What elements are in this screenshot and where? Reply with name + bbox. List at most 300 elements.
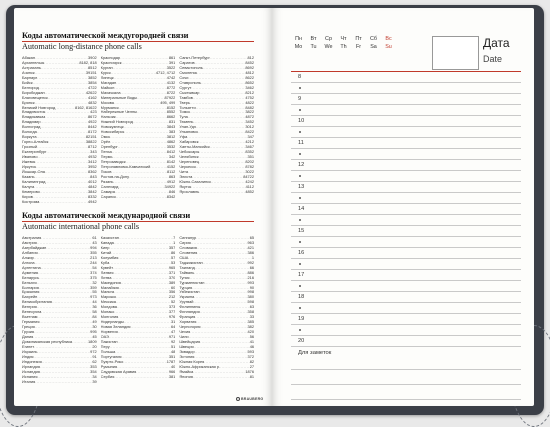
code-row-place: Мексика <box>100 299 116 305</box>
code-row-place: Тула <box>179 114 188 120</box>
code-row-place: Нидерланды <box>100 319 124 325</box>
hour-line[interactable] <box>291 138 521 149</box>
code-row-value: 52 <box>171 299 176 305</box>
code-row-place: Хабаровск <box>179 139 199 145</box>
code-row-place: Улан-Удэ <box>179 124 196 130</box>
hour-line[interactable] <box>291 193 521 204</box>
international-col <box>101 236 176 385</box>
code-row-place: Новосибирск <box>100 129 125 135</box>
code-row-value: 831 <box>168 119 176 125</box>
code-row-value: 351 <box>168 353 176 359</box>
hour-line[interactable] <box>291 226 521 237</box>
hour-line[interactable] <box>291 94 521 105</box>
code-row-value: 3822 <box>245 109 255 115</box>
code-row-place: Норвегия <box>100 329 118 335</box>
code-row-place: Москва <box>100 99 114 105</box>
note-line[interactable] <box>291 384 521 385</box>
code-row-value: 375 <box>90 274 97 280</box>
code-row-value: 1809 <box>88 339 97 345</box>
code-row-value: 61 <box>92 236 97 240</box>
code-row-value: 27 <box>249 363 255 369</box>
weekday-we[interactable]: Ср We <box>324 36 333 50</box>
code-row-value: 383 <box>168 129 176 135</box>
code-row-place: Череповец <box>179 159 200 165</box>
hour-line[interactable] <box>291 281 521 292</box>
hour-line[interactable] <box>291 160 521 171</box>
code-row-value: 84 <box>92 314 97 320</box>
code-row-value: 8212 <box>245 89 255 95</box>
code-row-place: Курган <box>100 64 113 70</box>
hour-line[interactable] <box>291 116 521 127</box>
hour-line[interactable] <box>291 204 521 215</box>
date-label-ru: Дата <box>483 36 510 50</box>
code-row-place: Словакия <box>179 244 197 250</box>
code-row-value: 8662 <box>166 114 176 120</box>
international-title-en: Automatic international phone calls <box>22 222 140 231</box>
code-row-place: Македония <box>100 279 121 285</box>
code-row-value: 62 <box>92 358 97 364</box>
code-row-leader <box>199 190 245 195</box>
code-row-value: 353 <box>90 363 97 369</box>
code-row <box>101 375 176 380</box>
code-row-place: Петропавловск-Камчатский <box>100 163 151 169</box>
half-hour-dot <box>299 175 301 177</box>
code-row-place: Греция <box>22 324 35 330</box>
hour-line[interactable] <box>291 248 521 259</box>
code-row-value: 8782 <box>245 163 255 169</box>
code-row-value: 420 <box>247 329 255 335</box>
code-row-value: 20 <box>92 343 97 349</box>
code-row-value: 3452 <box>245 119 255 125</box>
code-row-value: 861 <box>168 56 176 60</box>
half-hour-dot <box>299 241 301 243</box>
code-row-value: 8202 <box>245 159 255 165</box>
code-row-value: 356 <box>168 289 176 295</box>
code-row-value: 87922 <box>164 94 176 100</box>
code-row-value: 33 <box>249 314 255 320</box>
hour-label: 16 <box>298 250 305 256</box>
domestic-col <box>101 56 176 205</box>
code-row-value: 244 <box>90 259 97 265</box>
code-row-place: Липецк <box>100 74 114 80</box>
weekday-tu[interactable]: Вт Tu <box>310 36 317 50</box>
code-row-value: 377 <box>168 309 176 315</box>
code-row-place: Румыния <box>100 363 118 369</box>
code-row-value: 43 <box>92 239 97 245</box>
code-row-place: Таджикистан <box>179 259 203 265</box>
code-row-value: 3812 <box>166 134 176 140</box>
code-row-value: 4012 <box>88 178 97 184</box>
weekday-fr[interactable]: Пт Fr <box>355 36 362 50</box>
hour-line[interactable] <box>291 314 521 325</box>
half-hour-dot <box>299 263 301 265</box>
code-row-value: 846 <box>168 188 176 194</box>
hour-label: 10 <box>298 118 305 124</box>
hour-label: 19 <box>298 316 305 322</box>
code-row-value: 4742 <box>166 74 176 80</box>
hour-label: 17 <box>298 272 305 278</box>
code-row-place: Таиланд <box>179 264 195 270</box>
code-row-value: 41 <box>249 339 255 345</box>
code-row-place: Астрахань <box>22 64 41 70</box>
code-row-place: Болгария <box>22 284 39 290</box>
code-row-place: Краснодар <box>100 56 121 60</box>
code-row-place: Курск <box>100 69 111 75</box>
code-row-place: Чита <box>179 168 189 174</box>
code-row-place: Тунис <box>179 274 190 280</box>
hour-label: 15 <box>298 228 305 234</box>
code-row-value: 4212 <box>245 139 255 145</box>
code-row-place: Польша <box>100 348 116 354</box>
code-row-value: 60 <box>171 284 176 290</box>
code-row-place: Пенза <box>100 149 112 155</box>
code-row-place: Архангельск <box>22 59 45 65</box>
hour-line[interactable] <box>291 237 521 248</box>
code-row-value: 843 <box>90 173 97 179</box>
code-row-value: 8162, 81622 <box>75 104 97 110</box>
code-row-value: 4852 <box>245 188 255 194</box>
domestic-title-ru: Коды автоматической междугородней связи <box>22 31 189 40</box>
hour-line[interactable] <box>291 270 521 281</box>
code-row-place: Ангола <box>22 259 35 265</box>
code-row-place: Ирландия <box>22 363 40 369</box>
code-row-value: 3842 <box>88 188 97 194</box>
code-row-place: Челябинск <box>179 154 199 160</box>
code-row-value: 4832 <box>88 99 97 105</box>
code-row-value: 994 <box>90 244 97 250</box>
code-row-value: 423 <box>90 109 97 115</box>
code-row-value: 84722 <box>243 173 255 179</box>
code-row-place: Набережные Челны <box>100 109 137 115</box>
code-row-place: Португалия <box>100 353 122 359</box>
code-row-place: Франция <box>179 314 196 320</box>
code-row-value: 8652 <box>245 79 255 85</box>
code-row-value: 44 <box>92 299 97 305</box>
code-row-value: 8422 <box>245 129 255 135</box>
code-row-value: 4922 <box>88 119 97 125</box>
hour-line[interactable] <box>291 259 521 270</box>
code-row-value: 8482 <box>245 104 255 110</box>
code-row-place: Черкесск <box>179 163 196 169</box>
code-row-value: 8622 <box>245 74 255 80</box>
code-row-value: 82151 <box>85 134 97 140</box>
code-row-value: 34 <box>92 373 97 379</box>
hour-line[interactable] <box>291 303 521 314</box>
code-row-value: 64 <box>171 324 176 330</box>
code-row-value: 966 <box>168 368 176 374</box>
code-row-value: 4912 <box>166 178 176 184</box>
code-row-value: 4932 <box>88 154 97 160</box>
code-row-place: Колумбия <box>100 254 119 260</box>
code-row-value: 55 <box>92 289 97 295</box>
code-row-place: Египет <box>22 343 35 349</box>
code-row-place: Сургут <box>179 84 192 90</box>
code-row-value: 82 <box>249 358 255 364</box>
code-row-value: 47 <box>171 329 176 335</box>
code-row <box>179 190 254 195</box>
code-row-place: Владивосток <box>22 109 46 115</box>
code-row-place: Южная Корея <box>179 358 205 364</box>
code-row-value: 86 <box>171 249 176 255</box>
hour-line[interactable] <box>291 182 521 193</box>
code-row-value: 4862 <box>166 139 176 145</box>
code-row-place: Исландия <box>22 368 40 374</box>
code-row-value: 56 <box>249 334 255 340</box>
hour-label: 8 <box>298 74 302 80</box>
code-row-value: 4162 <box>88 94 97 100</box>
code-row-place: Ямайка <box>179 368 194 374</box>
weekday-mo[interactable]: Пн Mo <box>294 36 303 50</box>
code-row-value: 34922 <box>164 183 176 189</box>
code-row-place: Великобритания <box>22 299 52 305</box>
code-row-value: 382 <box>247 324 255 330</box>
weekday-selector <box>291 36 396 51</box>
code-row-value: 8552 <box>166 109 176 115</box>
code-row-value: 91 <box>92 353 97 359</box>
code-row-place: Марокко <box>100 294 117 300</box>
code-row-place: Швеция <box>179 343 194 349</box>
code-row-place: Словения <box>179 249 198 255</box>
code-row-value: 3532 <box>166 144 176 150</box>
code-row-value: 358 <box>247 309 255 315</box>
code-row-place: Якутск <box>179 183 192 189</box>
code-row-place: Чехия <box>179 329 191 335</box>
code-row-value: 380 <box>247 294 255 300</box>
code-row-leader <box>193 375 250 380</box>
code-row-value: 66 <box>249 264 255 270</box>
code-row-place: Калуга <box>22 183 35 189</box>
code-row-place: Турция <box>179 284 193 290</box>
code-row-value: 3522 <box>166 64 176 70</box>
half-hour-dot <box>299 109 301 111</box>
hour-line[interactable] <box>291 336 521 347</box>
domestic-title-en: Automatic long-distance phone calls <box>22 42 142 51</box>
code-row-value: 38822 <box>85 139 97 145</box>
code-row-value: 4712, 4712 <box>155 69 176 75</box>
half-hour-dot <box>299 285 301 287</box>
hour-line[interactable] <box>291 292 521 303</box>
note-line[interactable] <box>291 369 521 370</box>
hour-line[interactable] <box>291 215 521 226</box>
code-row-value: 4242 <box>245 178 255 184</box>
half-hour-dot <box>299 197 301 199</box>
date-label-en: Date <box>483 54 503 64</box>
code-row-place: Азербайджан <box>22 244 47 250</box>
international-codes-table <box>22 236 254 385</box>
hour-label: 18 <box>298 294 305 300</box>
code-row-place: Чили <box>179 334 189 340</box>
code-row-place: Магадан <box>100 79 117 85</box>
code-row-place: Оренбург <box>100 144 118 150</box>
code-row-value: 4842 <box>88 183 97 189</box>
code-row-place: Орёл <box>100 139 111 145</box>
code-row-place: Пакистан <box>100 339 118 345</box>
code-row-place: Тайвань <box>179 269 195 275</box>
code-row-place: Рязань <box>100 178 114 184</box>
code-row-place: Индонезия <box>22 358 42 364</box>
code-row-place: Махачкала <box>100 89 121 95</box>
hour-line[interactable] <box>291 325 521 336</box>
code-row-place: Сыктывкар <box>179 89 200 95</box>
code-row-value: 347 <box>247 134 255 140</box>
code-row-value: 90 <box>249 284 255 290</box>
code-row-value: 51 <box>171 343 176 349</box>
code-row-value: 389 <box>168 279 176 285</box>
code-row-value: 4942 <box>88 198 97 204</box>
date-box[interactable] <box>432 36 479 70</box>
code-row-place: Монако <box>100 309 115 315</box>
brand-mark-icon <box>236 397 240 401</box>
code-row-place: Владикавказ <box>22 114 46 120</box>
code-row-place: Албания <box>22 249 38 255</box>
code-row-place: Аргентина <box>22 264 41 270</box>
code-row-value: 3462 <box>245 84 255 90</box>
code-row-place: Горно-Алтайск <box>22 139 49 145</box>
code-row-place: Южно-Африканская р. <box>179 363 221 369</box>
code-row-place: Бахрейн <box>22 294 38 300</box>
code-row-value: 3412 <box>88 159 97 165</box>
code-row-value: 370 <box>168 274 176 280</box>
code-row-place: Чебоксары <box>179 149 200 155</box>
international-col <box>22 236 97 385</box>
hour-line[interactable] <box>291 149 521 160</box>
code-row-place: Малайзия <box>100 284 119 290</box>
code-row-place: Калининград <box>22 178 46 184</box>
code-row-place: Новая Зеландия <box>100 324 131 330</box>
hour-line[interactable] <box>291 72 521 83</box>
weekday-sa[interactable]: Сб Sa <box>370 36 377 50</box>
code-row-value: 81 <box>249 373 255 379</box>
code-row-place: Пуэрто-Рико <box>100 358 124 364</box>
code-row-value: 216 <box>247 274 255 280</box>
code-row-value: 1876 <box>245 368 255 374</box>
code-row-place: Ростов-на-Дону <box>100 173 130 179</box>
code-row-value: 373 <box>168 304 176 310</box>
half-hour-dot <box>299 131 301 133</box>
code-row-place: Швейцария <box>179 339 201 345</box>
code-row-value: 863 <box>168 173 176 179</box>
code-row-place: Сочи <box>179 74 189 80</box>
hour-label: 12 <box>298 162 305 168</box>
code-row-place: Санкт-Петербург <box>179 56 210 60</box>
code-row-place: Латвия <box>100 269 114 275</box>
code-row-value: 3852 <box>88 74 97 80</box>
hour-line[interactable] <box>291 127 521 138</box>
code-row-place: Узбекистан <box>179 289 200 295</box>
code-row-place: Салехард <box>100 183 119 189</box>
code-row-place: Дания <box>22 334 34 340</box>
hour-label: 9 <box>298 96 302 102</box>
code-row-place: Сингапур <box>179 236 197 240</box>
code-row-value: 58 <box>92 309 97 315</box>
code-row-place: Новокузнецк <box>100 124 124 130</box>
code-row-place: Белгород <box>22 84 39 90</box>
code-row-place: Красноярск <box>100 59 122 65</box>
code-row-value: 212 <box>168 294 176 300</box>
code-row-place: Ульяновск <box>179 129 198 135</box>
code-row-value: 4822 <box>245 99 255 105</box>
code-row-place: Вологда <box>22 129 37 135</box>
code-row-place: Австрия <box>22 239 37 245</box>
code-row-value: 385 <box>247 319 255 325</box>
half-hour-dot <box>299 329 301 331</box>
weekday-su[interactable]: Вс Su <box>385 36 392 50</box>
code-row-place: Израиль <box>22 348 38 354</box>
hour-line[interactable] <box>291 105 521 116</box>
code-row-value: 1 <box>251 254 255 260</box>
code-row-value: 371 <box>168 269 176 275</box>
code-row-value: 963 <box>247 239 255 245</box>
code-row-value: 973 <box>90 294 97 300</box>
code-row-value: 359 <box>90 284 97 290</box>
code-row-place: ОАЭ <box>100 334 109 340</box>
code-row-place: Куба <box>100 259 110 265</box>
code-row-place: Сирия <box>179 239 191 245</box>
code-row-value: 8332 <box>88 193 97 199</box>
code-row-place: Сербия <box>100 373 115 379</box>
hour-line[interactable] <box>291 83 521 94</box>
code-row-value: 8352 <box>245 149 255 155</box>
code-row-value: 63 <box>249 304 255 310</box>
code-row-place: Брянск <box>22 99 35 105</box>
half-hour-dot <box>299 307 301 309</box>
code-row-value: 57 <box>171 254 176 260</box>
code-row-value: 8362 <box>88 168 97 174</box>
code-row-place: Барнаул <box>22 74 38 80</box>
code-row-place: Индия <box>22 353 34 359</box>
code-row-place: Владимир <box>22 119 41 125</box>
code-row-value: 8142 <box>166 159 176 165</box>
code-row-place: Венесуэла <box>22 309 42 315</box>
hour-label: 14 <box>298 206 305 212</box>
weekday-th[interactable]: Чт Th <box>340 36 347 50</box>
code-row-value: 355 <box>90 249 97 255</box>
code-row-value: 3952 <box>88 163 97 169</box>
code-row-value: 3012 <box>245 124 255 130</box>
code-row-place: Канада <box>100 239 114 245</box>
code-row-place: Кувейт <box>100 264 114 270</box>
code-row-value: 39151 <box>85 69 97 75</box>
code-row-place: Абакан <box>22 56 35 60</box>
code-row-place: Филиппины <box>179 304 201 310</box>
code-row-value: 8152 <box>166 104 176 110</box>
code-row-place: Кемерово <box>22 188 40 194</box>
note-line[interactable] <box>291 399 521 400</box>
code-row-place: Биробиджан <box>22 89 45 95</box>
hour-label: 11 <box>298 140 304 146</box>
hour-line[interactable] <box>291 171 521 182</box>
code-row-place: Китай <box>100 249 112 255</box>
code-row-value: 8672 <box>88 114 97 120</box>
code-row-value: 54 <box>92 264 97 270</box>
code-row-place: Италия <box>22 378 36 384</box>
code-row-place: Ярославль <box>179 188 200 194</box>
code-row-value: 8172 <box>88 129 97 135</box>
code-row-value: 343 <box>90 149 97 155</box>
code-row-place: Иваново <box>22 154 38 160</box>
code-row-value: 4152 <box>166 163 176 169</box>
code-row-place: Литва <box>100 274 112 280</box>
code-row-leader <box>114 375 169 380</box>
half-hour-dot <box>299 153 301 155</box>
code-row-value: 391 <box>168 59 176 65</box>
code-row-place: Севастополь <box>179 64 203 70</box>
code-row-value: 42622 <box>85 89 97 95</box>
code-row-value: 213 <box>90 254 97 260</box>
code-row-place: Кипр <box>100 244 110 250</box>
code-row-value: 49 <box>92 319 97 325</box>
code-row-value: 495, 499 <box>160 99 176 105</box>
